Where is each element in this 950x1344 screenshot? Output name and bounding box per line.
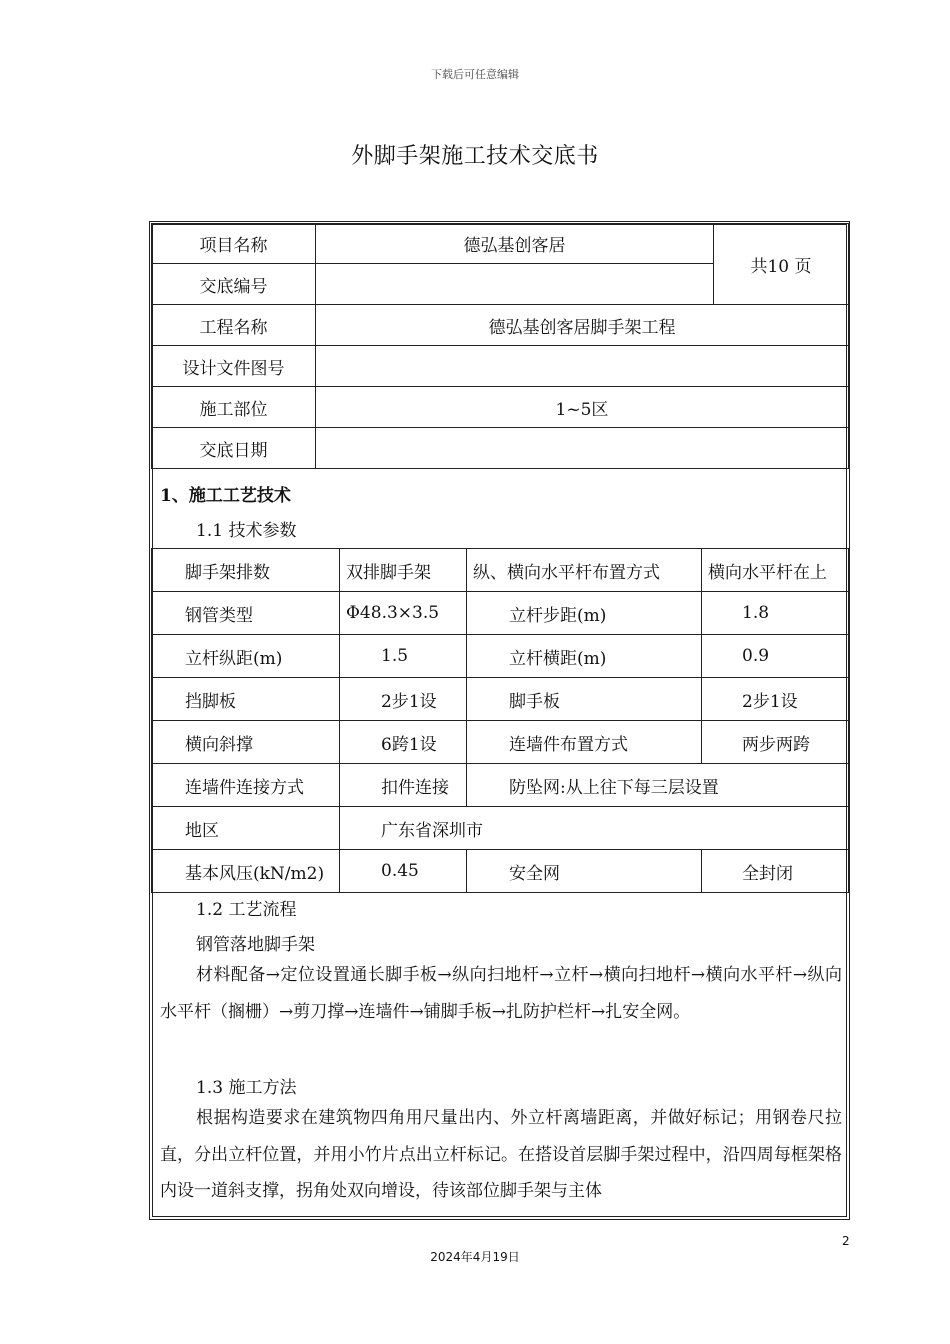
param-cell: 连墙件连接方式 [152, 764, 340, 807]
param-cell: 挡脚板 [152, 678, 340, 721]
param-cell: 立杆步距(m) [467, 592, 702, 635]
location-label: 施工部位 [152, 387, 316, 428]
param-cell: Φ48.3×3.5 [340, 592, 467, 635]
params-table [151, 548, 849, 893]
param-cell: 横向水平杆在上 [702, 549, 849, 592]
code-label: 交底编号 [152, 264, 316, 305]
param-cell: 连墙件布置方式 [467, 721, 702, 764]
param-cell: 2步1设 [340, 678, 467, 721]
param-cell: 双排脚手架 [340, 549, 467, 592]
param-cell: 广东省深圳市 [340, 807, 849, 850]
flow-paragraph: 材料配备→定位设置通长脚手板→纵向扫地杆→立杆→横向扫地杆→横向水平杆→纵向水平杆（搁栅）→剪刀撑→连墙件→铺脚手板→扎防护栏杆→扎安全网。 [160, 965, 842, 1022]
project-name-label: 项目名称 [152, 224, 316, 264]
param-cell: 扣件连接 [340, 764, 467, 807]
param-cell: 1.8 [702, 592, 849, 635]
param-cell: 立杆横距(m) [467, 635, 702, 678]
param-cell: 纵、横向水平杆布置方式 [467, 549, 702, 592]
footer-date: 2024年4月19日 [430, 1250, 520, 1264]
subsection-heading-flow: 1.2 工艺流程 [196, 900, 297, 920]
subsection-heading-params: 1.1 技术参数 [196, 521, 297, 541]
design-file-value [316, 346, 849, 387]
param-cell: 安全网 [467, 850, 702, 893]
location-value: 1~5区 [316, 387, 849, 428]
param-cell: 1.5 [340, 635, 467, 678]
date-value [316, 428, 849, 469]
param-cell: 立杆纵距(m) [152, 635, 340, 678]
param-cell: 0.45 [340, 850, 467, 893]
method-paragraph: 根据构造要求在建筑物四角用尺量出内、外立杆离墙距离，并做好标记；用钢卷尺拉直，分出立杆位置，并用小竹片点出立杆标记。在搭设首层脚手架过程中，沿四周每框架格内设一道斜支撑，拐角处双向增设，待该部位脚手架与主体 [160, 1108, 842, 1201]
section-heading: 1、施工工艺技术 [160, 486, 291, 506]
param-cell: 0.9 [702, 635, 849, 678]
param-cell: 2步1设 [702, 678, 849, 721]
engineering-name-label: 工程名称 [152, 305, 316, 346]
param-cell: 横向斜撑 [152, 721, 340, 764]
project-name-value: 德弘基创客居 [316, 224, 714, 264]
param-cell: 地区 [152, 807, 340, 850]
page-number: 2 [842, 1234, 850, 1248]
document-title: 外脚手架施工技术交底书 [351, 144, 599, 169]
header-note: 下载后可任意编辑 [431, 68, 519, 81]
date-label: 交底日期 [152, 428, 316, 469]
param-cell: 脚手架排数 [152, 549, 340, 592]
design-file-label: 设计文件图号 [152, 346, 316, 387]
page-count: 共10 页 [714, 224, 849, 305]
param-cell: 钢管类型 [152, 592, 340, 635]
info-table [151, 223, 849, 469]
engineering-name-value: 德弘基创客居脚手架工程 [316, 305, 849, 346]
param-cell: 6跨1设 [340, 721, 467, 764]
flow-title: 钢管落地脚手架 [196, 935, 315, 955]
subsection-heading-method: 1.3 施工方法 [196, 1078, 297, 1098]
param-cell: 脚手板 [467, 678, 702, 721]
param-cell: 全封闭 [702, 850, 849, 893]
param-cell: 两步两跨 [702, 721, 849, 764]
param-cell: 防坠网:从上往下每三层设置 [467, 764, 849, 807]
code-value [316, 264, 714, 305]
param-cell: 基本风压(kN/m2) [152, 850, 340, 893]
